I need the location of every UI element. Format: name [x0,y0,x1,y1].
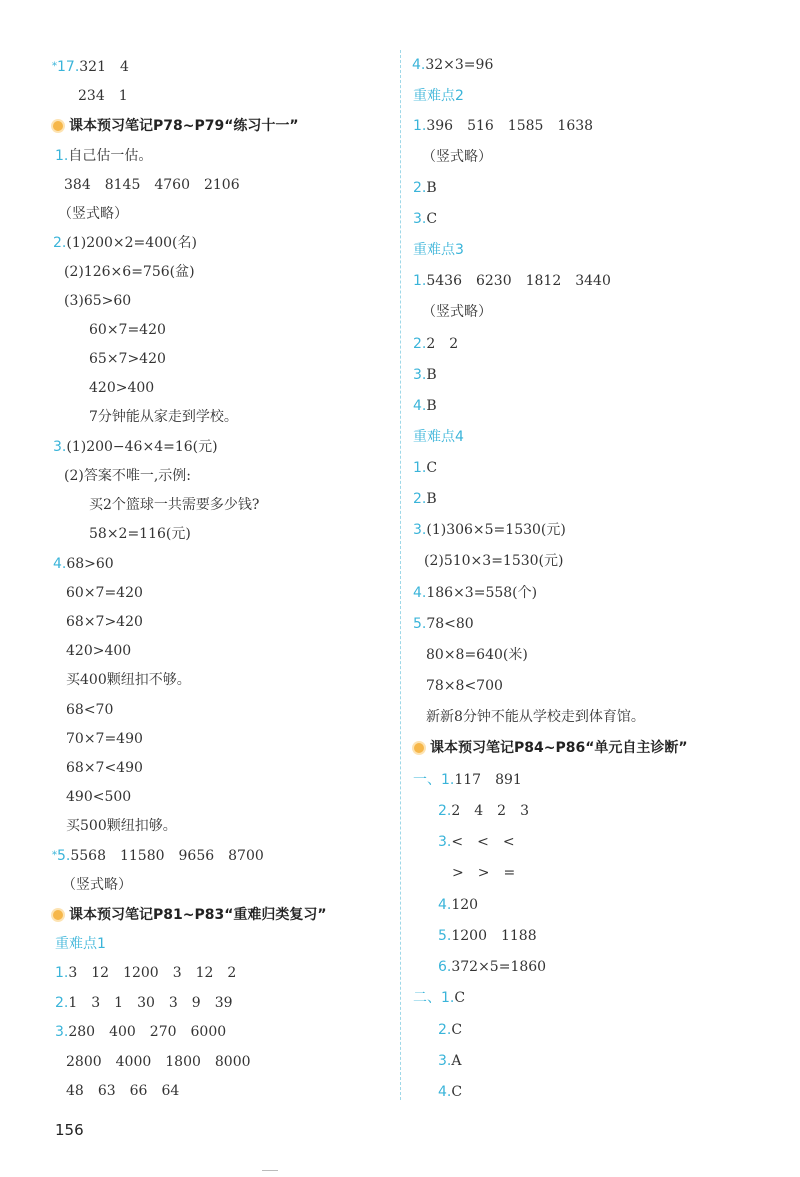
question-number: 4. [438,1084,452,1100]
question-number: 3. [55,1024,69,1040]
answer-line [438,926,537,946]
answer-line [413,334,458,354]
answer-line [66,758,143,778]
answer-text: 买400颗纽扣不够。 [66,672,191,688]
subsection-heading: 重难点4 [413,429,464,445]
page-number: 156 [55,1121,84,1139]
answer-line [438,1082,462,1102]
question-number: 2. [55,995,69,1011]
answer-line [413,209,437,229]
section-heading-text: 课本预习笔记P78~P79“练习十一” [69,118,299,134]
answer-text: 7分钟能从家走到学校。 [89,409,238,425]
answer-text: < < < [451,834,515,850]
answer-line [58,204,128,224]
answer-line [426,645,528,665]
answer-line [55,963,236,983]
answer-text: 68×7>420 [66,614,143,630]
answer-text: 68>60 [66,556,114,572]
answer-text: （竖式略） [62,877,132,893]
answer-line [424,551,563,571]
answer-text: 80×8=640(米) [426,647,528,663]
answer-text: 自己估一估。 [68,148,153,164]
subsection-heading: 重难点2 [413,88,464,104]
question-number: 3. [413,211,427,227]
question-number: 2. [413,491,427,507]
answer-text: (3)65>60 [64,293,132,309]
answer-line [413,116,593,136]
answer-text: 48 63 66 64 [66,1083,180,1099]
answer-text: 490<500 [66,789,132,805]
answer-text: B [426,491,437,507]
answer-text: （竖式略） [422,149,492,165]
answer-text: B [426,367,437,383]
answer-line [89,407,238,427]
question-number: 4. [53,556,67,572]
answer-line [55,1022,226,1042]
answer-text: C [426,460,438,476]
answer-text: (1)200−46×4=16(元) [66,439,218,455]
question-number: 2. [438,803,452,819]
answer-text: 买500颗纽扣够。 [66,818,177,834]
answer-text: 186×3=558(个) [426,585,538,601]
answer-text: 5568 11580 9656 8700 [70,848,264,864]
answer-line [66,787,131,807]
answer-text: 32×3=96 [425,57,494,73]
question-number: 6. [438,959,452,975]
answer-line [438,1051,461,1071]
answer-line [413,365,437,385]
question-number: 1. [55,965,69,981]
answer-line [66,1081,179,1101]
answer-line [413,520,566,540]
answer-text: 396 516 1585 1638 [426,118,594,134]
answer-line [89,378,154,398]
answer-line [89,495,259,515]
answer-line [53,233,197,253]
answer-line [66,700,113,720]
answer-line [55,993,233,1013]
answer-text: 234 1 [78,88,128,104]
question-number: 3. [413,367,427,383]
answer-line [413,614,474,634]
answer-text: 372×5=1860 [451,959,547,975]
left-column [0,0,390,1177]
question-number: 4. [413,398,427,414]
answer-text: 117 891 [454,772,522,788]
answer-text: A [451,1053,462,1069]
answer-line [66,1052,251,1072]
question-number: 2. [413,336,427,352]
answer-line [52,846,264,866]
subsection-heading: 重难点3 [413,242,464,258]
answer-text: 68×7<490 [66,760,143,776]
answer-line [412,55,493,75]
section-heading [414,738,688,758]
answer-text: 321 4 [79,59,129,75]
question-number: 4. [412,57,426,73]
question-number: 1. [413,273,427,289]
answer-text: C [426,211,438,227]
answer-line [413,458,437,478]
answer-text: 2800 4000 1800 8000 [66,1054,251,1070]
answer-line [89,524,191,544]
question-number: 3. [413,522,427,538]
answer-text: 买2个篮球一共需要多少钱? [89,497,260,513]
answer-text: 420>400 [89,380,155,396]
answer-line [422,147,492,167]
section-heading-text: 课本预习笔记P84~P86“单元自主诊断” [430,740,688,756]
answer-text: 5436 6230 1812 3440 [426,273,611,289]
answer-text: (1)306×5=1530(元) [426,522,566,538]
answer-line [66,816,177,836]
answer-text: （竖式略） [422,304,492,320]
question-number: 2. [413,180,427,196]
answer-line [452,863,515,883]
answer-line [64,466,191,486]
answer-line [66,641,131,661]
answer-line [64,262,195,282]
answer-text: (2)126×6=756(盆) [64,264,195,280]
answer-text: 68<70 [66,702,114,718]
question-number: 一、1. [413,772,455,788]
answer-text: 60×7=420 [89,322,166,338]
answer-line [438,1020,462,1040]
subsection-heading: 重难点1 [55,936,106,952]
answer-text: (2)答案不唯一,示例: [64,468,191,484]
answer-line [66,670,191,690]
question-number: 3. [438,834,452,850]
answer-line [438,895,478,915]
answer-text: (1)200×2=400(名) [66,235,197,251]
answer-line [438,832,515,852]
answer-text: 78<80 [426,616,474,632]
question-number: 1. [55,148,69,164]
answer-line [438,801,529,821]
answer-line [426,707,645,727]
answer-line [413,770,522,790]
answer-line [64,175,240,195]
answer-text: C [451,1084,463,1100]
answer-text: B [426,180,437,196]
answer-text: 58×2=116(元) [89,526,191,542]
answer-line [413,271,611,291]
answer-text: 60×7=420 [66,585,143,601]
question-number: 5. [413,616,427,632]
question-number: 2. [438,1022,452,1038]
answer-line [422,302,492,322]
answer-line [66,612,143,632]
answer-text: > > = [452,865,516,881]
answer-text: 120 [451,897,479,913]
answer-text: 2 4 2 3 [451,803,529,819]
bullet-icon [414,743,424,753]
answer-text: 420>400 [66,643,132,659]
question-number: 3. [53,439,67,455]
answer-line [64,291,131,311]
answer-text: 65×7>420 [89,351,166,367]
section-heading [53,116,299,136]
answer-line [53,437,218,457]
question-number: 1. [413,118,427,134]
question-number: 4. [438,897,452,913]
bullet-icon [53,121,63,131]
question-number: 2. [53,235,67,251]
answer-line [66,729,143,749]
answer-line [62,875,132,895]
answer-line [66,583,143,603]
question-number: 二、1. [413,990,455,1006]
answer-line [413,583,537,603]
answer-line [426,676,503,696]
question-number: 17. [57,59,80,75]
answer-text: 2 2 [426,336,459,352]
question-number: 4. [413,585,427,601]
answer-line [89,349,166,369]
answer-line [413,988,465,1008]
answer-text: (2)510×3=1530(元) [424,553,564,569]
answer-line [438,957,546,977]
right-column [400,0,790,1177]
star-icon: * [52,61,57,72]
answer-text: C [451,1022,463,1038]
star-icon: * [52,850,57,861]
answer-text: （竖式略） [58,206,128,222]
answer-text: 384 8145 4760 2106 [64,177,240,193]
answer-line [413,489,437,509]
answer-line [89,320,166,340]
answer-line [53,554,114,574]
section-heading [53,905,327,925]
answer-line [78,86,128,106]
answer-text: C [454,990,466,1006]
answer-text: 70×7=490 [66,731,143,747]
answer-text: B [426,398,437,414]
question-number: 5. [57,848,71,864]
section-heading-text: 课本预习笔记P81~P83“重难归类复习” [69,907,327,923]
bullet-icon [53,910,63,920]
footer-mark [262,1170,278,1171]
question-number: 5. [438,928,452,944]
question-number: 3. [438,1053,452,1069]
answer-text: 3 12 1200 3 12 2 [68,965,237,981]
question-number: 1. [413,460,427,476]
answer-text: 280 400 270 6000 [68,1024,227,1040]
answer-line [52,57,129,77]
answer-text: 78×8<700 [426,678,503,694]
answer-text: 1200 1188 [451,928,537,944]
answer-line [55,146,152,166]
answer-text: 1 3 1 30 3 9 39 [68,995,233,1011]
answer-line [413,396,437,416]
answer-text: 新新8分钟不能从学校走到体育馆。 [426,709,645,725]
answer-line [413,178,437,198]
